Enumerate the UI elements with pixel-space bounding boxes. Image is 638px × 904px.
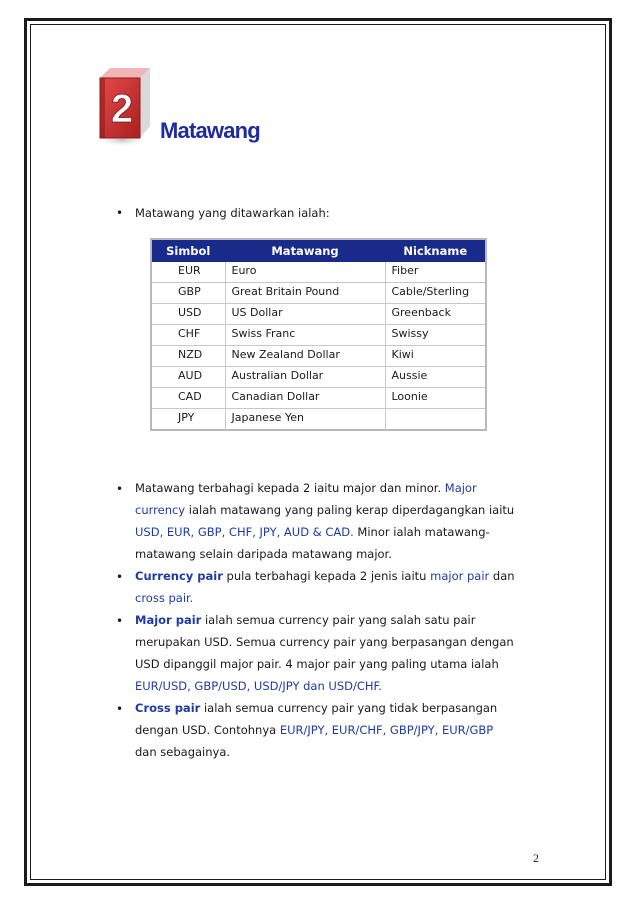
bullet-marker: •: [116, 614, 124, 628]
paragraph-major-minor: [135, 477, 515, 565]
header-nickname: Nickname: [385, 239, 486, 262]
cell-currency: Canadian Dollar: [225, 388, 385, 409]
table-row: [151, 283, 486, 304]
p2-text-d: dan: [489, 569, 515, 583]
p3-text-b: ialah semua currency pair yang salah satu pair merupakan USD. Semua currency pair yang berpasangan dengan USD dipanggil major pair. 4 major pair yang paling utama ialah: [135, 613, 514, 671]
p4-text-d: dan sebagainya.: [135, 745, 231, 759]
p1-text-e: Minor ialah matawang-matawang selain daripada matawang major.: [135, 525, 490, 561]
table-row: [151, 367, 486, 388]
cell-nickname: Swissy: [385, 325, 486, 346]
p4-cross-pair: Cross pair: [135, 701, 201, 715]
table-row: [151, 388, 486, 409]
cell-currency: Swiss Franc: [225, 325, 385, 346]
p1-major-list: USD, EUR, GBP, CHF, JPY, AUD & CAD.: [135, 525, 354, 539]
p2-text-b: pula terbahagi kepada 2 jenis iaitu: [222, 569, 431, 583]
bullet-marker: •: [116, 702, 124, 716]
table-row: [151, 409, 486, 430]
paragraph-currency-pair: [135, 565, 515, 609]
chapter-book-icon: [96, 64, 156, 148]
cell-symbol: CAD: [151, 388, 225, 409]
cell-currency: New Zealand Dollar: [225, 346, 385, 367]
cell-nickname: Loonie: [385, 388, 486, 409]
cell-currency: Japanese Yen: [225, 409, 385, 430]
cell-currency: Great Britain Pound: [225, 283, 385, 304]
table-row: [151, 304, 486, 325]
cell-currency: US Dollar: [225, 304, 385, 325]
cell-symbol: EUR: [151, 262, 225, 283]
currency-table: [150, 238, 487, 431]
cell-nickname: Cable/Sterling: [385, 283, 486, 304]
cell-symbol: NZD: [151, 346, 225, 367]
p1-text-c: ialah matawang yang paling kerap diperdagangkan iaitu: [185, 503, 515, 517]
table-row: [151, 262, 486, 283]
p3-major-pair: Major pair: [135, 613, 202, 627]
intro-text: Matawang yang ditawarkan ialah:: [135, 206, 330, 220]
table-row: [151, 325, 486, 346]
paragraph-cross-pair: [135, 697, 515, 763]
table-header-row: [151, 239, 486, 262]
paragraph-major-pair: [135, 609, 515, 697]
cell-symbol: JPY: [151, 409, 225, 430]
p3-major-pair-list: EUR/USD, GBP/USD, USD/JPY dan USD/CHF.: [135, 679, 382, 693]
p1-major-currency: Major currency: [135, 481, 477, 517]
p2-cross-pair: cross pair.: [135, 591, 194, 605]
bullet-marker: •: [116, 482, 124, 496]
p4-cross-pair-list: EUR/JPY, EUR/CHF, GBP/JPY, EUR/GBP: [279, 723, 494, 737]
cell-currency: Australian Dollar: [225, 367, 385, 388]
chapter-number: 2: [110, 87, 134, 131]
p4-text-b: ialah semua currency pair yang tidak berpasangan dengan USD. Contohnya: [135, 701, 498, 737]
p2-major-pair: major pair: [430, 569, 490, 583]
header-currency: Matawang: [225, 239, 385, 262]
cell-nickname: Fiber: [385, 262, 486, 283]
cell-symbol: AUD: [151, 367, 225, 388]
bullet-marker: •: [116, 570, 124, 584]
page-number: 2: [533, 851, 539, 865]
p2-currency-pair: Currency pair: [135, 569, 223, 583]
bullet-marker: •: [116, 206, 124, 220]
cell-currency: Euro: [225, 262, 385, 283]
header-symbol: Simbol: [151, 239, 225, 262]
cell-nickname: Greenback: [385, 304, 486, 325]
cell-nickname: Aussie: [385, 367, 486, 388]
table-row: [151, 346, 486, 367]
cell-nickname: Kiwi: [385, 346, 486, 367]
cell-nickname: [385, 409, 486, 430]
chapter-title: Matawang: [160, 118, 260, 143]
cell-symbol: USD: [151, 304, 225, 325]
p1-text-a: Matawang terbahagi kepada 2 iaitu major dan minor.: [135, 481, 445, 495]
cell-symbol: GBP: [151, 283, 225, 304]
cell-symbol: CHF: [151, 325, 225, 346]
